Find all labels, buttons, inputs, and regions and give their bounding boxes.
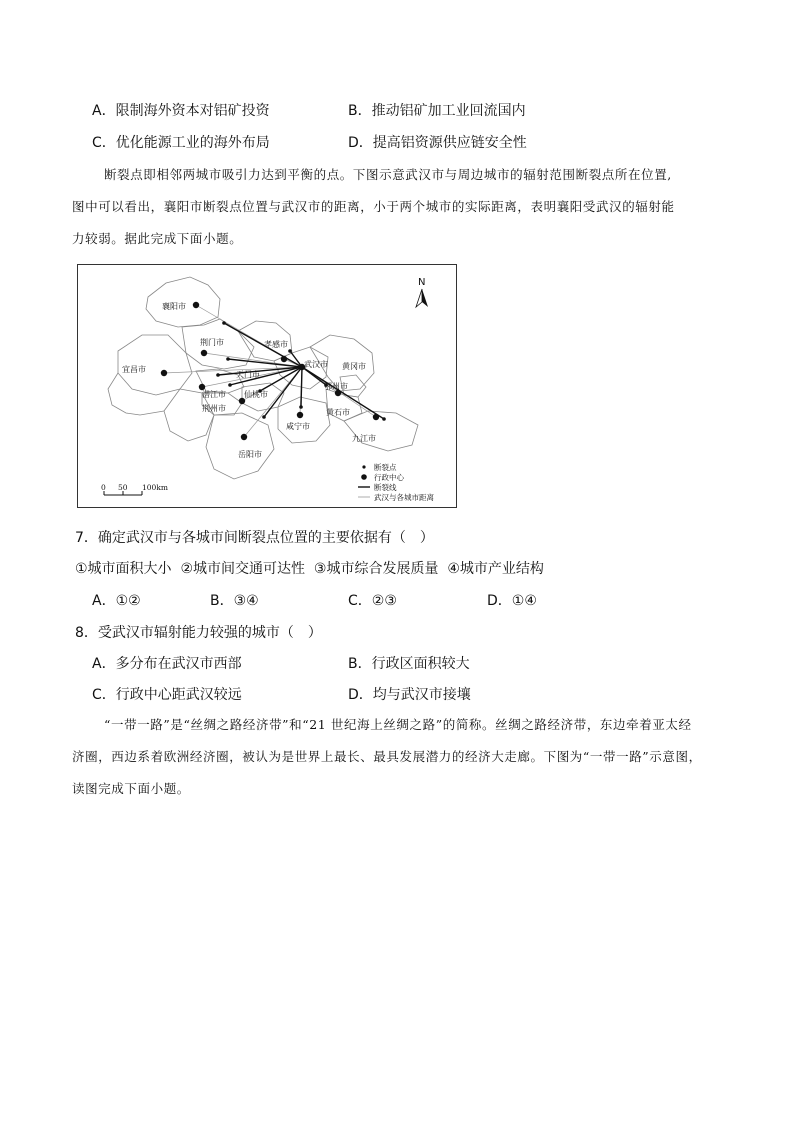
- north-arrow-icon: [416, 277, 428, 307]
- q6-option-b: B．推动铝矿加工业回流国内: [348, 103, 526, 119]
- label-jiujiang: 九江市: [352, 434, 376, 443]
- label-ezhou: 鄂州市: [324, 382, 348, 391]
- q7-items: ①城市面积大小 ②城市间交通可达性 ③城市综合发展质量 ④城市产业结构: [75, 561, 544, 577]
- q8-stem: 8．受武汉市辐射能力较强的城市（ ）: [75, 625, 322, 641]
- q7-option-d: D．①④: [487, 593, 537, 609]
- legend-distance: 武汉与各城市距离: [374, 493, 434, 502]
- region-outlines: [108, 277, 418, 479]
- label-tianmen: 天门市: [236, 370, 260, 379]
- passage-belt-and-road: [72, 709, 732, 805]
- label-jingzhou: 荆州市: [202, 404, 226, 413]
- q7-option-b: B．③④: [210, 593, 259, 609]
- label-huanggang: 黄冈市: [342, 362, 366, 371]
- q8-option-a: A．多分布在武汉市西部: [92, 656, 242, 672]
- q6-option-a: A．限制海外资本对铝矿投资: [92, 103, 270, 119]
- label-yichang: 宜昌市: [122, 365, 146, 374]
- legend-admin-center: 行政中心: [374, 473, 404, 482]
- svg-text:50: 50: [118, 483, 128, 492]
- q7-option-c: C．②③: [348, 593, 397, 609]
- label-xiangyang: 襄阳市: [162, 302, 186, 311]
- svg-text:N: N: [418, 277, 426, 288]
- q6-option-d: D．提高铝资源供应链安全性: [348, 135, 527, 151]
- label-yueyang: 岳阳市: [238, 450, 262, 459]
- passage-break-point: [72, 159, 732, 255]
- legend-break-line: 断裂线: [374, 483, 397, 492]
- passage1-line2: 图中可以看出，襄阳市断裂点位置与武汉市的距离，小于两个城市的实际距离，表明襄阳受武汉的辐射能: [72, 199, 675, 214]
- q7-option-a: A．①②: [92, 593, 141, 609]
- passage2-line2: 济圈，西边系着欧洲经济圈，被认为是世界上最长、最具发展潜力的经济大走廊。下图为“一带一路”示意图，: [72, 749, 702, 764]
- label-huangshi: 黄石市: [326, 408, 350, 417]
- map-legend: [358, 462, 434, 502]
- passage1-line1: 断裂点即相邻两城市吸引力达到平衡的点。下图示意武汉市与周边城市的辐射范围断裂点所在位置,: [104, 167, 672, 182]
- map-svg: [78, 265, 456, 507]
- q6-option-c: C．优化能源工业的海外布局: [92, 135, 270, 151]
- label-jingmen: 荆门市: [200, 338, 224, 347]
- label-xiantao: 仙桃市: [244, 390, 268, 399]
- wuhan-radiation-map: [77, 264, 457, 508]
- svg-text:0: 0: [101, 483, 106, 492]
- scale-bar: [101, 483, 168, 495]
- q8-option-d: D．均与武汉市接壤: [348, 687, 471, 703]
- label-wuhan: 武汉市: [304, 360, 328, 369]
- passage2-line3: 读图完成下面小题。: [72, 781, 190, 796]
- legend-break-point: 断裂点: [374, 463, 397, 472]
- label-xianning: 咸宁市: [286, 422, 310, 431]
- passage1-line3: 力较弱。据此完成下面小题。: [72, 231, 243, 246]
- label-qianjiang: 潜江市: [202, 390, 226, 399]
- label-xiaogan: 孝感市: [264, 340, 288, 349]
- passage2-line1: “一带一路”是“丝绸之路经济带”和“21 世纪海上丝绸之路”的简称。丝绸之路经济带，东边牵着亚太经: [104, 717, 692, 732]
- q8-option-b: B．行政区面积较大: [348, 656, 470, 672]
- q8-option-c: C．行政中心距武汉较远: [92, 687, 242, 703]
- q7-stem: 7．确定武汉市与各城市间断裂点位置的主要依据有（ ）: [75, 530, 434, 546]
- svg-text:100km: 100km: [142, 483, 168, 492]
